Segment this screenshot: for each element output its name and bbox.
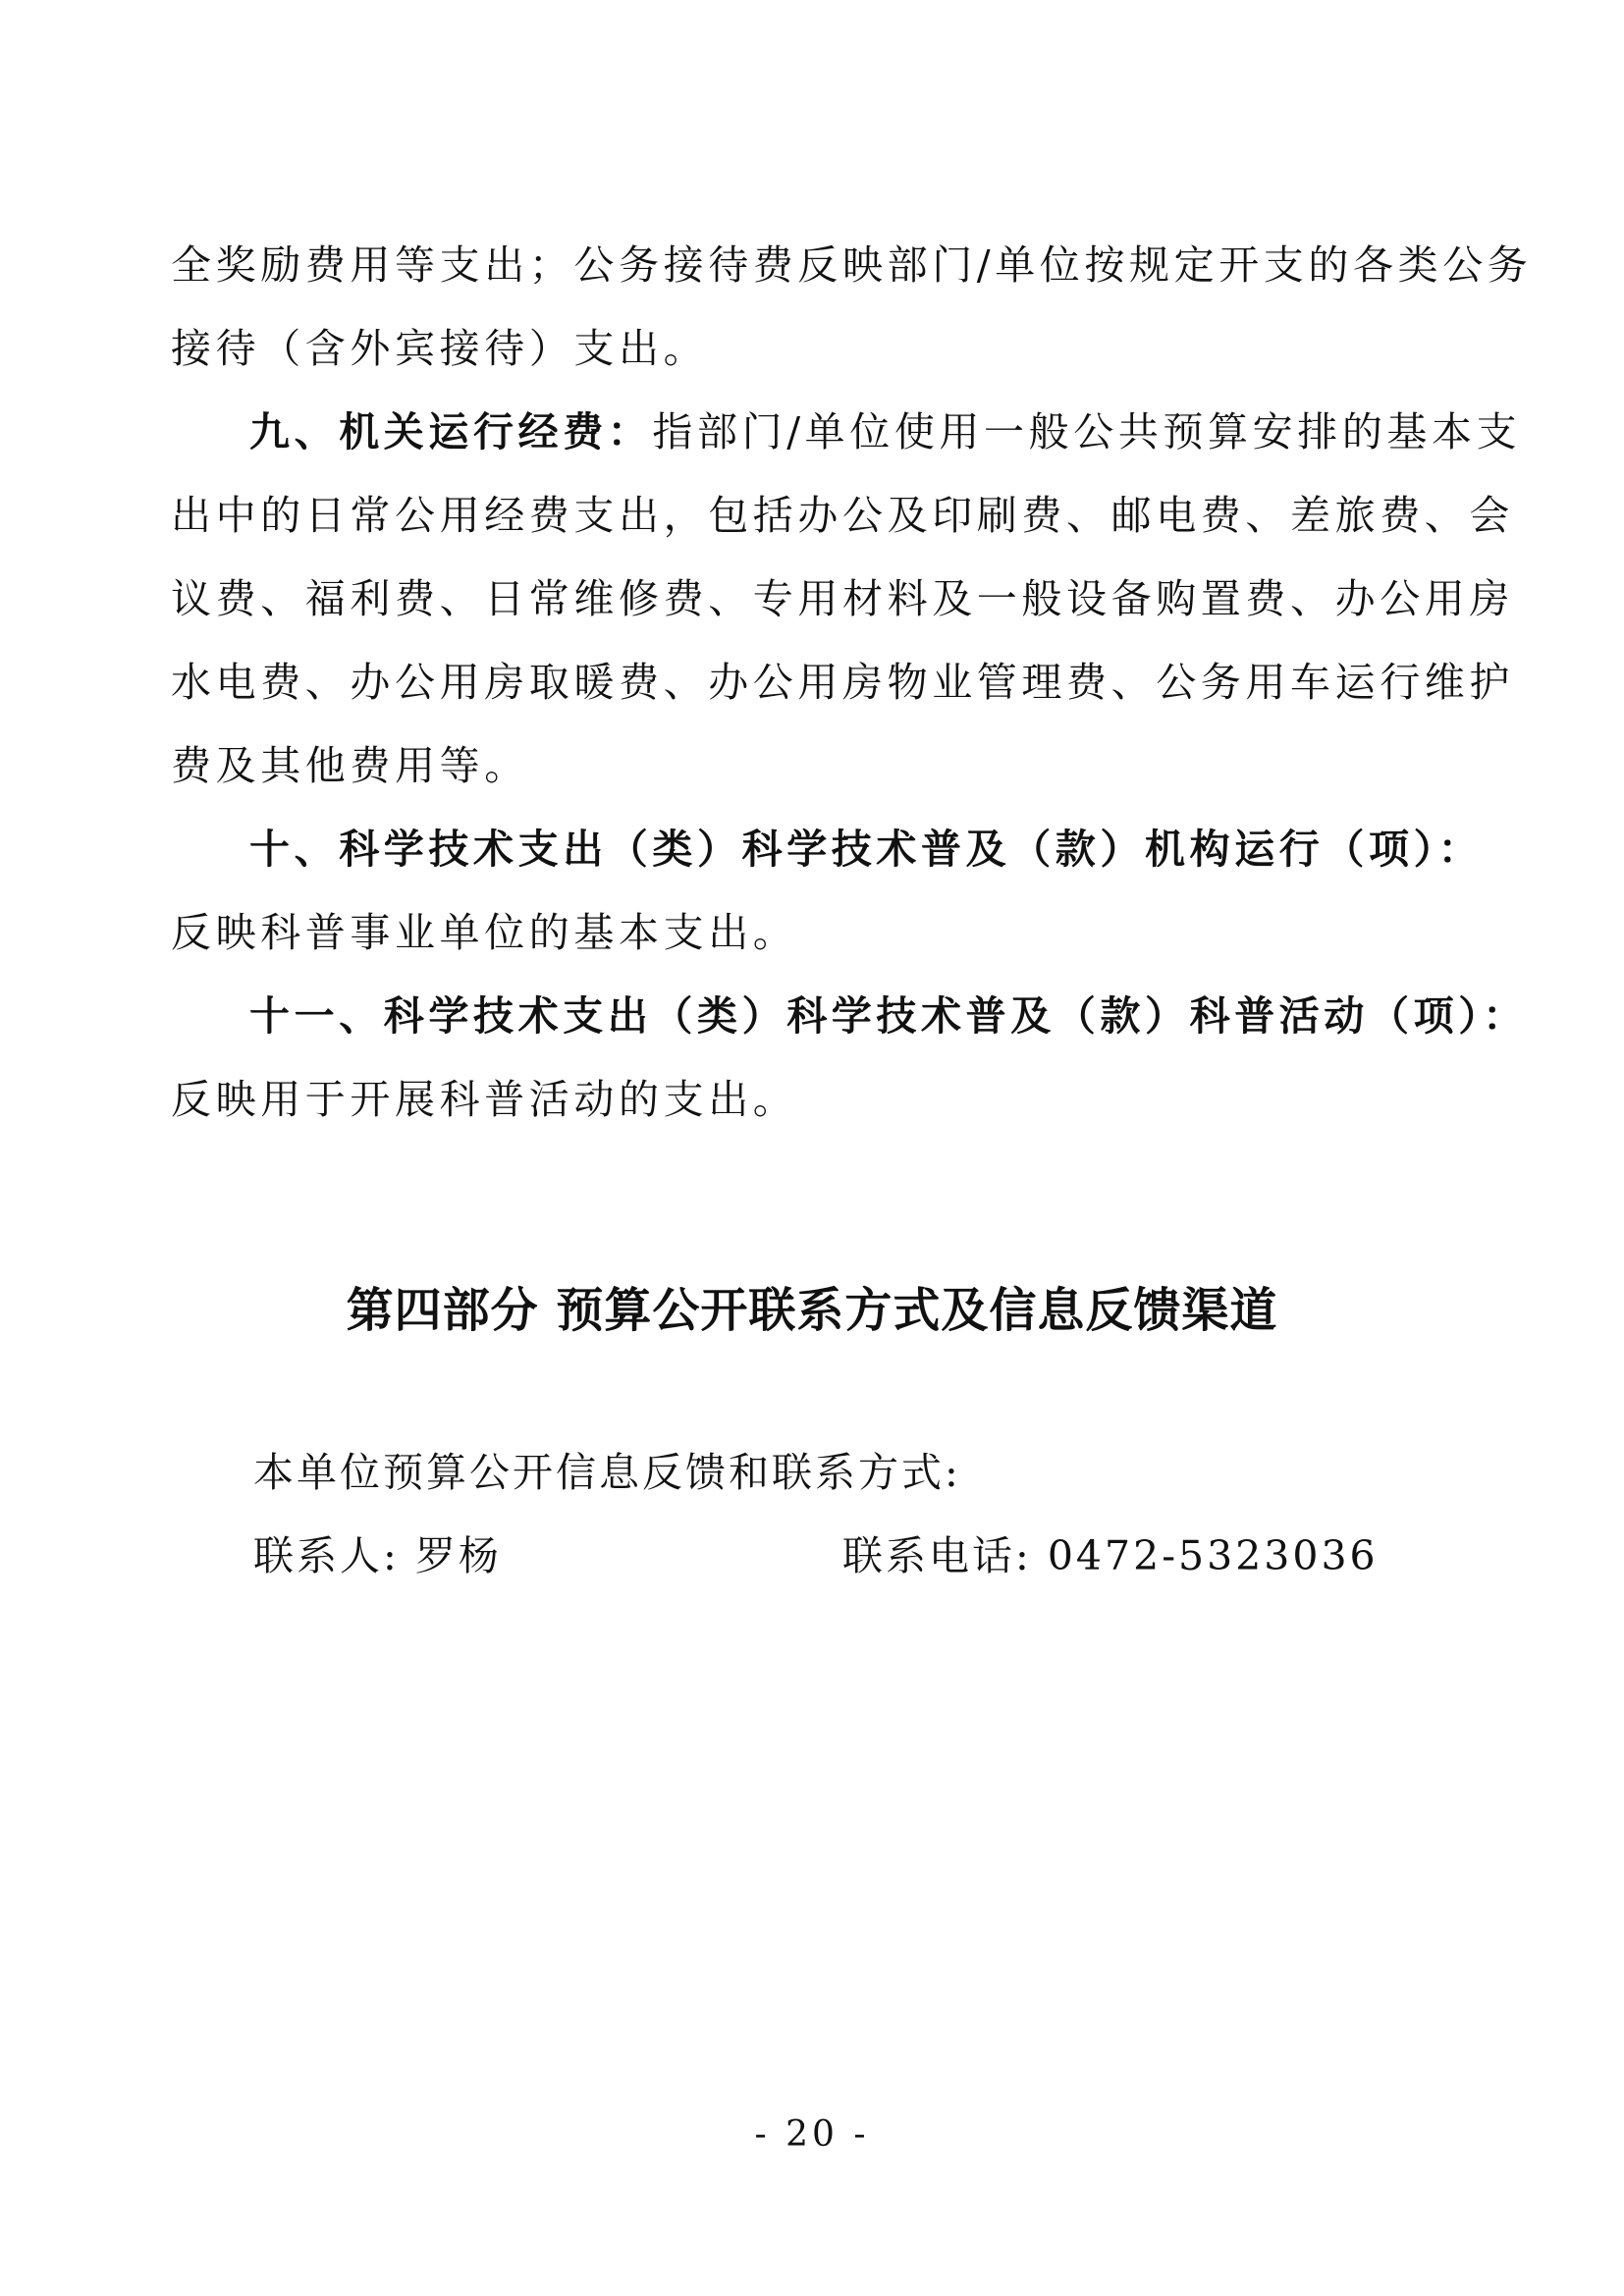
contact-phone: 联系电话: 0472-5323036 [842, 1532, 1379, 1579]
paragraph-line: 反映科普事业单位的基本支出。 [171, 909, 798, 956]
paragraph-heading: 九、机关运行经费： [249, 408, 653, 455]
paragraph-line: 议费、福利费、日常维修费、专用材料及一般设备购置费、办公用房 [171, 575, 1514, 622]
section-title: 第四部分 预算公开联系方式及信息反馈渠道 [346, 1283, 1278, 1338]
paragraph-line: 出中的日常公用经费支出，包括办公及印刷费、邮电费、差旅费、会 [171, 492, 1514, 539]
paragraph-line: 费及其他费用等。 [171, 742, 529, 789]
paragraph-heading: 十、科学技术支出（类）科学技术普及（款）机构运行（项）： [249, 826, 1484, 873]
paragraph-line: 反映用于开展科普活动的支出。 [171, 1076, 798, 1123]
contact-intro: 本单位预算公开信息反馈和联系方式: [253, 1449, 961, 1496]
paragraph-text: 指部门/单位使用一般公共预算安排的基本支 [652, 408, 1522, 455]
paragraph-line: 水电费、办公用房取暖费、办公用房物业管理费、公务用车运行维护 [171, 659, 1514, 706]
contact-person: 联系人: 罗杨 [253, 1532, 502, 1579]
paragraph-line: 全奖励费用等支出；公务接待费反映部门/单位按规定开支的各类公务 [171, 241, 1533, 289]
paragraph-heading: 十一、科学技术支出（类）科学技术普及（款）科普活动（项）： [249, 992, 1528, 1040]
paragraph-line: 接待（含外宾接待）支出。 [171, 325, 709, 372]
paragraph-line [249, 402, 1521, 461]
page-number: - 20 - [754, 2114, 870, 2155]
